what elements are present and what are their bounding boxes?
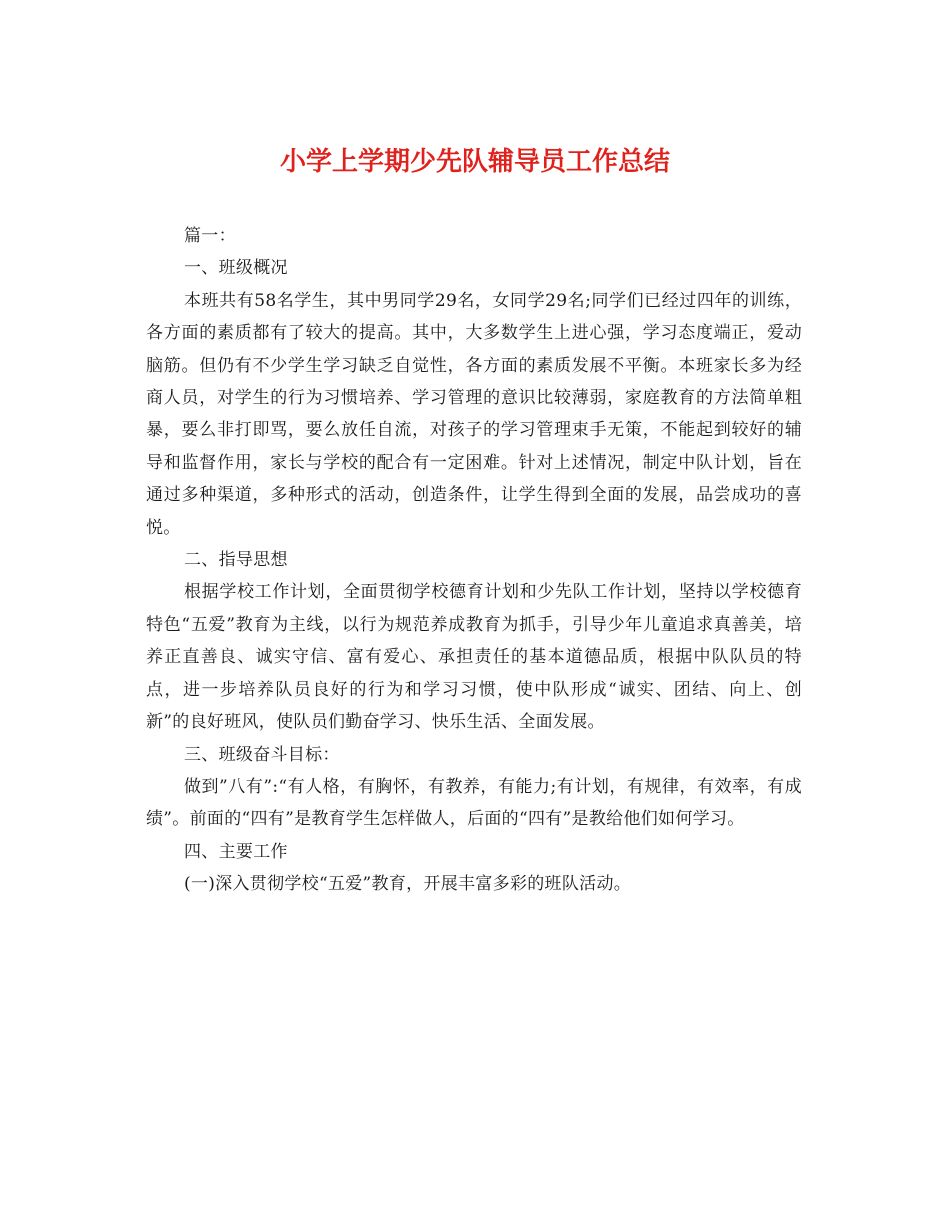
- document-body: [146, 220, 802, 901]
- paragraph-guiding-ideology: 根据学校工作计划，全面贯彻学校德育计划和少先队工作计划，坚持以学校德育特色“五爱”教育为主线，以行为规范养成教育为抓手，引导少年儿童追求真善美，培养正直善良、诚实守信、富有爱心、承担责任的基本道德品质，根据中队队员的特点，进一步培养队员良好的行为和学习习惯，使中队形成“诚实、团结、向上、创新”的良好班风，使队员们勤奋学习、快乐生活、全面发展。: [146, 582, 802, 733]
- section-label-part-one: 篇一：: [184, 226, 236, 246]
- heading-main-work: 四、主要工作: [184, 841, 288, 862]
- heading-class-goals: 三、班级奋斗目标：: [184, 744, 340, 765]
- document-title: 小学上学期少先队辅导员工作总结: [279, 147, 670, 177]
- paragraph-class-overview: 本班共有58名学生，其中男同学29名，女同学29名;同学们已经过四年的训练，各方面的素质都有了较大的提高。其中，大多数学生上进心强，学习态度端正，爱动脑筋。但仍有不少学生学习缺乏自觉性，各方面的素质发展不平衡。本班家长多为经商人员，对学生的行为习惯培养、学习管理的意识比较薄弱，家庭教育的方法简单粗暴，要么非打即骂，要么放任自流，对孩子的学习管理束手无策，不能起到较好的辅导和监督作用，家长与学校的配合有一定困难。针对上述情况，制定中队计划，旨在通过多种渠道，多种形式的活动，创造条件，让学生得到全面的发展，品尝成功的喜悦。: [146, 290, 802, 538]
- paragraph-class-goals: 做到”八有”:“有人格，有胸怀，有教养，有能力;有计划，有规律，有效率，有成绩”。前面的“四有”是教育学生怎样做人，后面的“四有”是教给他们如何学习。: [146, 776, 802, 830]
- paragraph-main-work-item-one: (一)深入贯彻学校“五爱”教育，开展丰富多彩的班队活动。: [184, 874, 632, 895]
- heading-guiding-ideology: 二、指导思想: [184, 550, 288, 571]
- heading-class-overview: 一、班级概况: [184, 258, 288, 279]
